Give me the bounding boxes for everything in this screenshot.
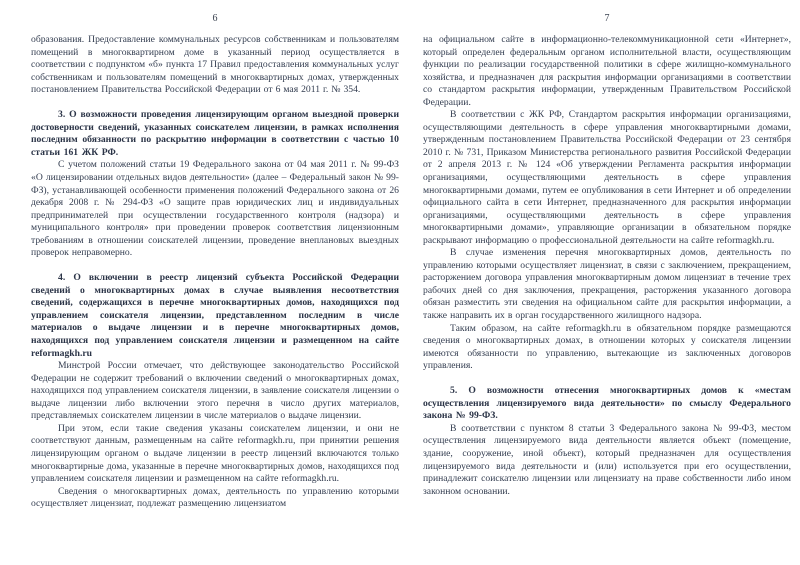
page-body [423,34,791,498]
paragraph: на официальном сайте в информационно-телекоммуникационной сети «Интернет», который определен федеральным органом исполнительной власти, осуществляющим функции по реализации государственной политики в сфере жилищно-коммунального хозяйства, и предназначен для раскрытия информации организациями в соответствии со стандартом раскрытия информации, утвержденным Правительством Российской Федерации. [423,34,791,108]
page-body [31,34,399,511]
paragraph: Сведения о многоквартирных домах, деятельность по управлению которыми осуществляет лицензиат, подлежат размещению лицензиатом [31,485,399,510]
paragraph: При этом, если такие сведения указаны соискателем лицензии, и они не соответствуют данным, размещенным на сайте reformagkh.ru, при принятии решения лицензирующим органом о выдаче лицензии в реестр лицензий включаются только многоквартирные дома, указанные в перечне многоквартирных домов, находящихся под управлением соискателя лицензии и размещенном на сайте reformagkh.ru. [31,422,399,485]
section-heading: 4. О включении в реестр лицензий субъекта Российской Федерации сведений о многоквартирных домах в случае выявления несоответствия сведений, содержащихся в перечне многоквартирных домов, находящихся под управлением соискателя лицензии, представленном последним в числе материалов о выдаче лицензии и в перечне многоквартирных домов, находящихся под управлением соискателя лицензии и размещенном на сайте reformagkh.ru [31,272,399,359]
page-7 [423,13,791,498]
paragraph: В случае изменения перечня многоквартирных домов, деятельность по управлению которыми осуществляет лицензиат, в связи с заключением, прекращением, расторжением договора управления многоквартирным домом лицензиат в течение трех рабочих дней со дня заключения, прекращения, расторжения указанного договора обязан разместить эти сведения на официальном сайте для раскрытия информации, а также направить их в орган государственного жилищного надзора. [423,247,791,322]
paragraph: Минстрой России отмечает, что действующее законодательство Российской Федерации не содержит требований о включении сведений о многоквартирных домах, находящихся под управлением соискателя лицензии, в заявление соискателя лицензии о выдаче лицензии либо включении этого перечня в число других материалов, представляемых соискателем лицензии в числе материалов о выдаче лицензии. [31,360,399,422]
paragraph: С учетом положений статьи 19 Федерального закона от 04 мая 2011 г. № 99-ФЗ «О лицензировании отдельных видов деятельности» (далее – Федеральный закон № 99-ФЗ), устанавливающей особенности применения положений Федерального закона от 26 декабря 2008 г. № 294-ФЗ «О защите прав юридических лиц и индивидуальных предпринимателей при осуществлении государственного контроля (надзора) и муниципального контроля» при проведении проверок соответствия лицензионным требованиям в отношении соискателей лицензии, проведение внеплановых выездных проверок неправомерно. [31,159,399,259]
page-6 [31,13,399,511]
paragraph: В соответствии с пунктом 8 статьи 3 Федерального закона № 99-ФЗ, местом осуществления лицензируемого вида деятельности является объект (помещение, здание, сооружение, иной объект), который предназначен для осуществления лицензируемого вида деятельности и (или) используется при его осуществлении, принадлежит соискателю лицензии или лицензиату на праве собственности либо ином законном основании. [423,422,791,497]
paragraph: Таким образом, на сайте reformagkh.ru в обязательном порядке размещаются сведения о многоквартирных домах, в отношении которых у соискателя лицензии имеются обязанности по управлению, вытекающие из заключенных договоров управления. [423,322,791,372]
page-number: 7 [604,13,610,24]
paragraph: образования. Предоставление коммунальных ресурсов собственникам и пользователям помещений в многоквартирном доме в указанный период осуществляется в соответствии с подпунктом «б» пункта 17 Правил предоставления коммунальных услуг собственникам и пользователям помещений в многоквартирных домах, утвержденных постановлением Правительства Российской Федерации от 6 мая 2011 г. № 354. [31,34,399,96]
section-heading: 3. О возможности проведения лицензирующим органом выездной проверки достоверности сведений, указанных соискателем лицензии, в рамках исполнения последним обязанности по раскрытию информации в соответствии с частью 10 статьи 161 ЖК РФ. [31,109,399,158]
page-number: 6 [212,13,218,24]
paragraph: В соответствии с ЖК РФ, Стандартом раскрытия информации организациями, осуществляющими деятельность в сфере управления многоквартирными домами, утвержденным постановлением Правительства Российской Федерации от 23 сентября 2010 г. № 731, Приказом Министерства регионального развития Российской Федерации от 2 апреля 2013 г. № 124 «Об утверждении Регламента раскрытия информации организациями, осуществляющими деятельность в сфере управления многоквартирными домами, путем ее опубликования в сети Интернет и об определении официального сайта в сети Интернет, предназначенного для раскрытия информации организациями, осуществляющими деятельность в сфере управления многоквартирными домами», управляющие организации в обязательном порядке раскрывают информацию о профессиональной деятельности на сайте reformagkh.ru. [423,109,791,246]
section-heading: 5. О возможности отнесения многоквартирных домов к «местам осуществления лицензируемого вида деятельности» по смыслу Федерального закона № 99-ФЗ. [423,385,791,422]
